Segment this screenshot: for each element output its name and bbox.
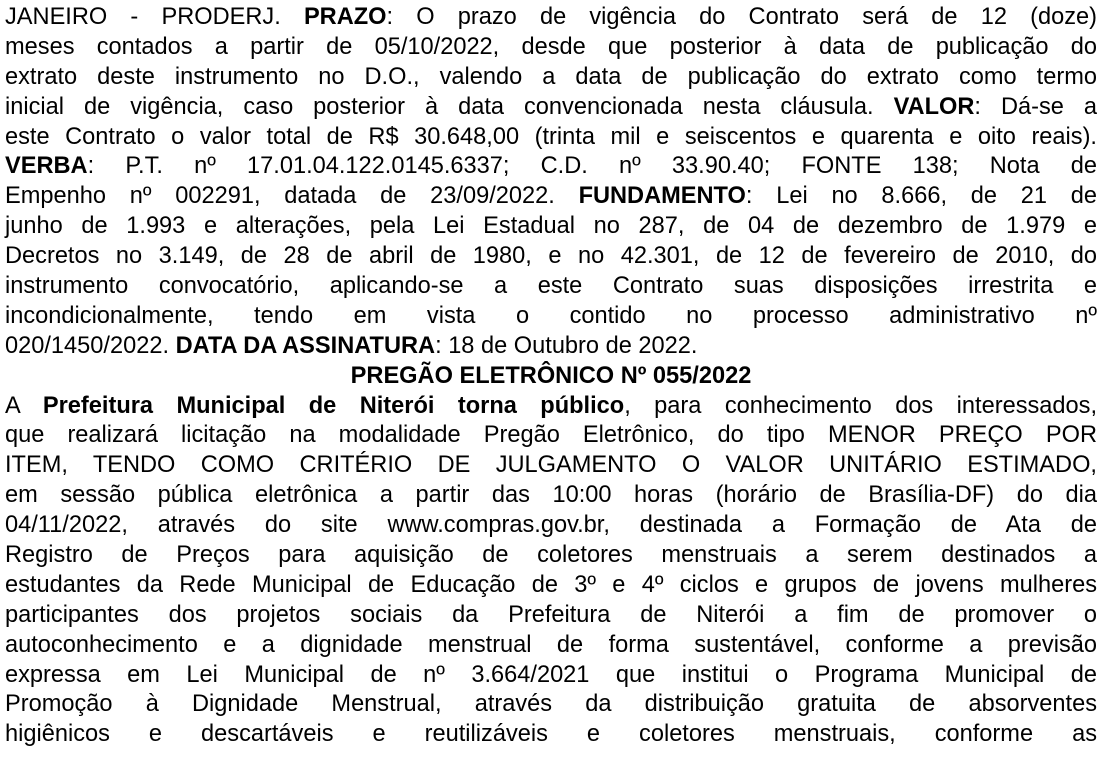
text-line: junho de 1.993 e alterações, pela Lei Estadual no 287, de 04 de dezembro de 1.979 e — [5, 213, 1097, 240]
text-line: Decretos no 3.149, de 28 de abril de 1980, e no 42.301, de 12 de fevereiro de 2010, do — [5, 243, 1097, 270]
text-line: Registro de Preços para aquisição de coletores menstruais a serem destinados a — [5, 542, 1097, 569]
bidding-notice-section — [5, 392, 1097, 751]
text-line: extrato deste instrumento no D.O., valendo a data de publicação do extrato como termo — [5, 63, 1097, 90]
text-line: 04/11/2022, através do site www.compras.gov.br, destinada a Formação de Ata de — [5, 512, 1097, 539]
contract-extract-section — [5, 3, 1097, 362]
text-line: estudantes da Rede Municipal de Educação de 3º e 4º ciclos e grupos de jovens mulheres — [5, 571, 1097, 598]
section-heading: PREGÃO ELETRÔNICO Nº 055/2022 — [350, 362, 752, 389]
text-line: ITEM, TENDO COMO CRITÉRIO DE JULGAMENTO O VALOR UNITÁRIO ESTIMADO, — [5, 452, 1097, 479]
text-line: participantes dos projetos sociais da Prefeitura de Niterói a fim de promover o — [5, 601, 1097, 628]
bold-label-fundamento: FUNDAMENTO — [578, 183, 746, 210]
bold-label-valor: VALOR — [893, 93, 975, 120]
text-line: este Contrato o valor total de R$ 30.648,00 (trinta mil e seiscentos e quarenta e oito reais). — [5, 123, 1097, 150]
text-line: meses contados a partir de 05/10/2022, desde que posterior à data de publicação do — [5, 33, 1097, 60]
text-line: expressa em Lei Municipal de nº 3.664/2021 que institui o Programa Municipal de — [5, 661, 1097, 688]
text-line: VERBA: P.T. nº 17.01.04.122.0145.6337; C.D. nº 33.90.40; FONTE 138; Nota de — [5, 153, 1097, 180]
text-line: Empenho nº 002291, datada de 23/09/2022. FUNDAMENTO: Lei no 8.666, de 21 de — [5, 183, 1097, 210]
text-line: autoconhecimento e a dignidade menstrual de forma sustentável, conforme a previsão — [5, 631, 1097, 658]
text-line: 020/1450/2022. DATA DA ASSINATURA: 18 de Outubro de 2022. — [5, 332, 698, 359]
text-line: incondicionalmente, tendo em vista o contido no processo administrativo nº — [5, 302, 1097, 329]
bold-label-verba: VERBA — [5, 153, 88, 180]
text-line: instrumento convocatório, aplicando-se a este Contrato suas disposições irrestrita e — [5, 273, 1097, 300]
bold-label-prefeitura: Prefeitura Municipal de Niterói torna público — [42, 392, 625, 419]
bold-label-data-assinatura: DATA DA ASSINATURA — [175, 332, 436, 359]
bold-label-prazo: PRAZO — [303, 4, 387, 30]
text-line: inicial de vigência, caso posterior à data convencionada nesta cláusula. VALOR: Dá-se a — [5, 93, 1097, 120]
text-line: higiênicos e descartáveis e reutilizáveis e coletores menstruais, conforme as — [5, 721, 1097, 748]
text-line: em sessão pública eletrônica a partir das 10:00 horas (horário de Brasília-DF) do dia — [5, 482, 1097, 509]
text-line: JANEIRO - PRODERJ. PRAZO: O prazo de vigência do Contrato será de 12 (doze) — [5, 4, 1097, 30]
document-page — [5, 3, 1097, 750]
text-line: A Prefeitura Municipal de Niterói torna público, para conhecimento dos interessados, — [5, 392, 1098, 419]
text-line: Promoção à Dignidade Menstrual, através da distribuição gratuita de absorventes — [5, 691, 1097, 718]
text-line: que realizará licitação na modalidade Pregão Eletrônico, do tipo MENOR PREÇO POR — [5, 422, 1097, 449]
